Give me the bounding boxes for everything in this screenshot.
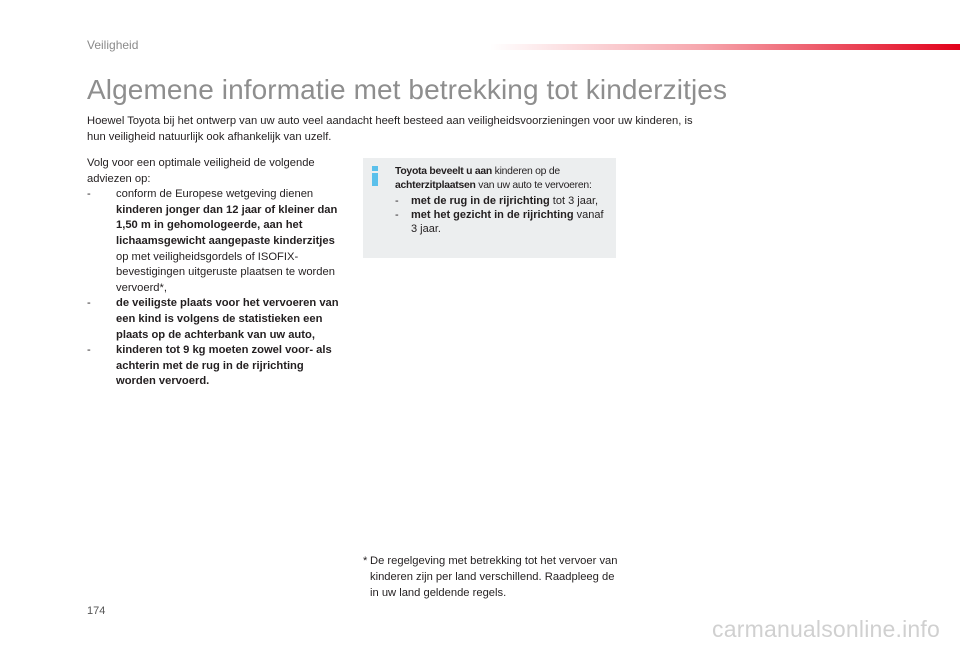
info-box xyxy=(363,158,616,258)
list-dash: - xyxy=(395,209,399,222)
list-item-bold: kinderen tot 9 kg moeten zowel voor- als achterin met de rug in de rijrichting worden vervoerd. xyxy=(116,344,332,388)
info-icon xyxy=(370,166,380,186)
info-item-suffix: vanaf 3 jaar. xyxy=(411,209,604,236)
list-item xyxy=(87,343,343,390)
list-item xyxy=(87,187,343,296)
list-item xyxy=(87,296,343,343)
watermark: carmanualsonline.info xyxy=(712,616,940,642)
info-lead-text-2: van uw auto te vervoeren: xyxy=(475,179,592,191)
footnote-text: De regelgeving met betrekking tot het vervoer van kinderen zijn per land verschillend. Raadpleeg de in uw land geldende regels. xyxy=(370,555,618,599)
list-item-bold: de veiligste plaats voor het vervoeren van een kind is volgens de statistieken een plaats op de achterbank van uw auto, xyxy=(116,297,339,341)
info-lead-bold: Toyota beveelt u aan xyxy=(395,166,493,177)
info-item-bold: met het gezicht in de rijrichting xyxy=(411,209,574,222)
footnote xyxy=(363,553,623,601)
header-accent-bar xyxy=(490,44,960,50)
intro-paragraph: Hoewel Toyota bij het ontwerp van uw auto veel aandacht heeft besteed aan veiligheidsvoorzieningen voor uw kinderen, is hun veiligheid natuurlijk ook afhankelijk van uzelf. xyxy=(87,115,693,143)
info-box-text xyxy=(395,165,609,236)
info-box-lead xyxy=(395,165,609,192)
list-item-prefix: conform de Europese wetgeving dienen xyxy=(116,188,314,201)
info-item-suffix: tot 3 jaar, xyxy=(549,195,599,208)
info-lead-text: kinderen op de xyxy=(492,166,560,177)
page-title: Algemene informatie met betrekking tot kinderzitjes xyxy=(87,74,728,105)
list-dash: - xyxy=(87,297,91,310)
list-dash: - xyxy=(87,188,91,201)
info-lead-bold-2: achterzitplaatsen xyxy=(395,179,476,191)
list-item-suffix: op met veiligheidsgordels of ISOFIX-bevestigingen uitgeruste plaatsen te worden vervoerd*, xyxy=(116,250,335,294)
list-dash: - xyxy=(395,195,399,208)
list-item xyxy=(395,194,609,208)
left-column xyxy=(87,156,343,390)
list-item-bold: kinderen jonger dan 12 jaar of kleiner dan 1,50 m in gehomologeerde, aan het lichaamsgewicht aangepaste kinderzitjes xyxy=(116,203,338,247)
advice-list xyxy=(87,187,343,390)
list-dash: - xyxy=(87,344,91,357)
section-label: Veiligheid xyxy=(87,38,139,52)
advice-lead: Volg voor een optimale veiligheid de volgende adviezen op: xyxy=(87,157,315,185)
page-number: 174 xyxy=(87,605,106,617)
list-item xyxy=(395,208,609,236)
info-box-list xyxy=(395,194,609,236)
footnote-marker: * xyxy=(363,555,368,567)
info-item-bold: met de rug in de rijrichting xyxy=(411,195,550,208)
